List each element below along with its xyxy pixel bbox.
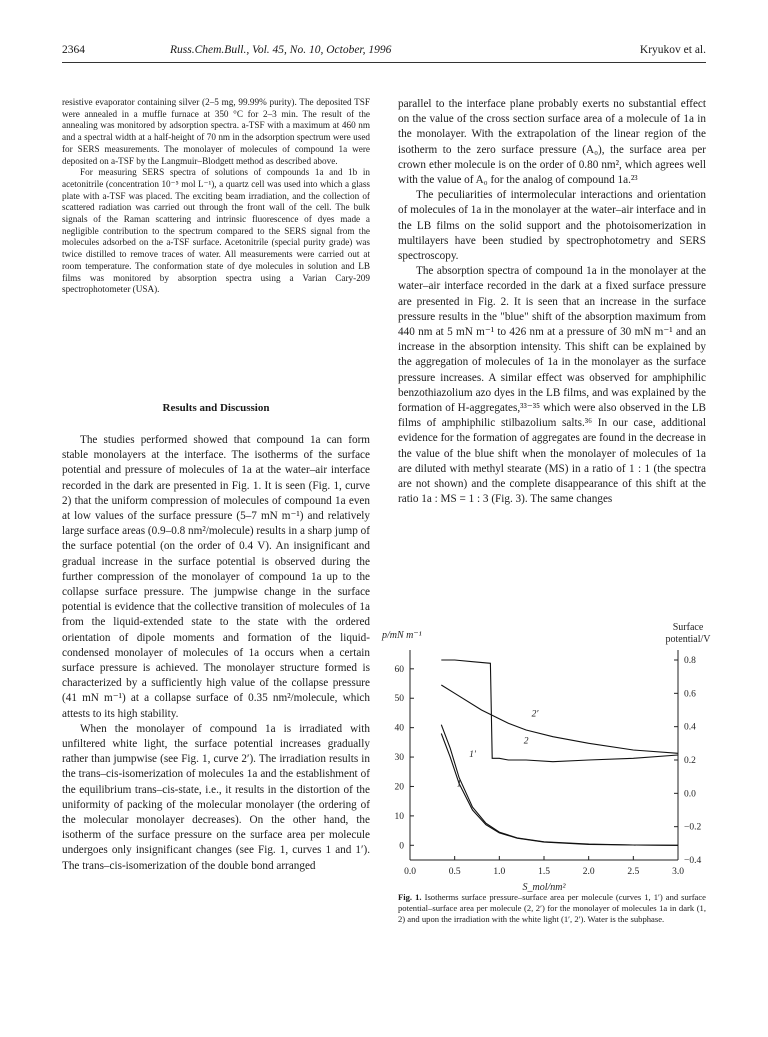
y-right-axis-label: potential/V	[665, 634, 711, 645]
paragraph: For measuring SERS spectra of solutions of compounds 1a and 1b in acetonitrile (concentration 10⁻⁵ mol L⁻¹), a quartz cell was used into which a glass plate with a-TSF was placed. The exciting beam irradiation, and the collection of scattered radiation was carried out through the front wall of the cell. The bulk signals of the Raman scattering and intrinsic fluorescence of dyes made a negligible contribution to the spectrum compared to the SERS signal from the molecules adsorbed on the a-TSF surface. Acetonitrile (special purity grade) was twice distilled to remove traces of water. All measurements were carried out at room temperature. The conformation state of dye molecules in solution and LB films was monitored by absorption spectra using a Varian Cary-209 spectrophotometer (USA).	[62, 167, 370, 295]
paragraph: The absorption spectra of compound 1a in the monolayer at the water–air interface recorded in the dark at a fixed surface pressure are presented in Fig. 2. It is seen that an increase in the surface pressure results in the "blue" shift of the absorption maximum from 440 nm at 5 mN m⁻¹ to 426 nm at a pressure of 30 mN m⁻¹ and an increase in the absorption intensity. This shift can be explained by the aggregation of molecules of 1a in the monolayer as the surface pressure increases. A similar effect was observed for amphiphilic benzothiazolium azo dyes in the LB films, and was explained by the formation of H-aggregates,³³⁻³⁵ which were also observed in the LB films of amphiphilic stilbazolium salts.³⁶ In our case, additional evidence for the formation of aggregates are found in the decrease in the value of the blue shift when the monolayer of molecules of 1a are diluted with methyl stearate (MS) in a ratio of 1 : 1 (the spectra are not shown) and the complete disappearance of this shift at the ratio 1a : MS = 1 : 3 (Fig. 3). The same changes	[398, 265, 706, 506]
series-line-2′	[441, 685, 678, 753]
y-left-tick-label: 30	[394, 753, 404, 764]
x-tick-label: 3.0	[672, 867, 684, 877]
journal-citation: Russ.Chem.Bull., Vol. 45, No. 10, October, 1996	[170, 44, 392, 56]
y-left-axis-label: p/mN m⁻¹	[382, 630, 422, 641]
y-right-tick-label: 0.2	[684, 756, 696, 766]
y-left-tick-label: 40	[394, 723, 404, 734]
x-tick-label: 1.0	[493, 867, 506, 877]
y-right-tick-label: 0.4	[684, 722, 696, 733]
y-left-tick-label: 10	[394, 811, 404, 822]
x-axis-label: S_mol/nm²	[522, 882, 566, 893]
running-authors: Kryukov et al.	[639, 44, 706, 56]
x-tick-label: 1.5	[538, 867, 550, 877]
figure-caption	[398, 892, 706, 925]
y-left-tick-label: 0	[399, 841, 404, 852]
y-right-tick-label: 0.6	[684, 689, 696, 700]
paragraph: resistive evaporator containing silver (2–5 mg, 99.99% purity). The deposited TSF were annealed in a muffle furnace at 350 °C for 2–3 min. The result of the annealing was monitored by adsorption spectra. a-TSF with a maximum at 460 nm and a spectral width at a half-height of 70 nm in the adsorption spectrum were used for SERS measurements. The monolayer of molecules of compound 1a were deposited on a-TSF by the Langmuir–Blodgett method as described above.	[62, 97, 370, 166]
paragraph: The peculiarities of intermolecular interactions and orientation of molecules of 1a in the monolayer at the water–air interface and in the LB films on the solid support and the photoisomerization in multilayers have been studied by spectrophotometry and SERS spectroscopy.	[398, 189, 706, 263]
x-tick-label: 0.5	[448, 867, 461, 877]
x-tick-label: 0.0	[404, 867, 416, 877]
y-left-tick-label: 50	[394, 694, 404, 705]
y-left-tick-label: 60	[394, 664, 404, 675]
page-number: 2364	[62, 44, 85, 56]
paragraph: parallel to the interface plane probably exerts no substantial effect on the value of the cross section surface area of a molecule of 1a in the monolayer. With the extrapolation of the linear region of the isotherm to the zero surface pressure (A₀), the surface area per crown ether molecule is on the order of 0.80 nm², which agrees well with the value of A₀ for the analog of compound 1a.²³	[398, 98, 706, 187]
y-right-axis-label: Surface	[672, 622, 704, 633]
y-right-tick-label: −0.4	[684, 856, 702, 866]
curve-label: 1′	[469, 750, 476, 761]
curve-label: 2	[523, 736, 529, 747]
series-line-2	[441, 660, 678, 762]
y-left-tick-label: 20	[394, 782, 404, 793]
isotherm-chart	[380, 615, 716, 893]
results-text-left	[62, 433, 370, 874]
experimental-text	[62, 97, 370, 296]
x-tick-label: 2.0	[582, 867, 595, 877]
figure-1	[380, 615, 716, 893]
paragraph: The studies performed showed that compound 1a can form stable monolayers at the interface. The isotherms of the surface potential and pressure of molecules of 1a at the water–air interface recorded in the dark are presented in Fig. 1. It is seen (Fig. 1, curve 2) that the uniform compression of molecules of compound 1a even at low values of the surface pressure (5–7 mN m⁻¹) and relatively large surface areas (0.9–0.8 nm²/molecule) results in a sharp jump of the surface potential (on the order of 0.4 V). An insignificant and gradual increase in the surface potential is observed during the further compression of the monolayer of compound 1a up to the collapse surface pressure. The jumpwise change in the surface potential is evidence that the collective transition of molecules of 1a from the liquid-extended state to the state with the ordered orientation of dipole moments and formation of the liquid-condensed monolayer of molecules of 1a occurs when a certain surface pressure is achieved. The monolayer structure formed is characterized by a sufficiently high value of the collapse pressure (41 mN m⁻¹) at a collapse surface of 0.35 nm²/molecule, which attests to its high stability.	[62, 434, 370, 720]
curve-label: 1	[456, 779, 462, 790]
section-heading: Results and Discussion	[162, 402, 270, 414]
y-right-tick-label: −0.2	[684, 822, 702, 833]
caption-label: Fig. 1.	[398, 892, 422, 902]
results-text-right	[398, 97, 706, 507]
curve-label: 2′	[531, 709, 539, 720]
series-line-1	[441, 725, 678, 846]
paragraph: When the monolayer of compound 1a is irradiated with unfiltered white light, the surface potential increases gradually rather than jumpwise (see Fig. 1, curve 2′). The irradiation results in the trans–cis-isomerization of molecules 1a and the establishment of the equilibrium trans–cis-state, i.e., it results in the distortion of the uniformity of packing of the molecular monolayer (the ordering of the molecular monolayer decreases). On the other hand, the isotherm of the surface pressure on the surface area per molecule undergoes only insignificant changes (see Fig. 1, curves 1 and 1′). The trans–cis-isomerization of the double bond arranged	[62, 722, 370, 872]
x-tick-label: 2.5	[627, 867, 640, 877]
caption-text: Isotherms surface pressure–surface area per molecule (curves 1, 1′) and surface potential–surface area per molecule (2, 2′) for the monolayer of molecules 1a in dark (1, 2) and upon the irradiation with the white light (1′, 2′). Water is the subphase.	[398, 892, 706, 924]
y-right-tick-label: 0.0	[684, 789, 696, 800]
header-rule	[62, 62, 706, 63]
y-right-tick-label: 0.8	[684, 656, 696, 666]
running-header	[62, 44, 706, 60]
